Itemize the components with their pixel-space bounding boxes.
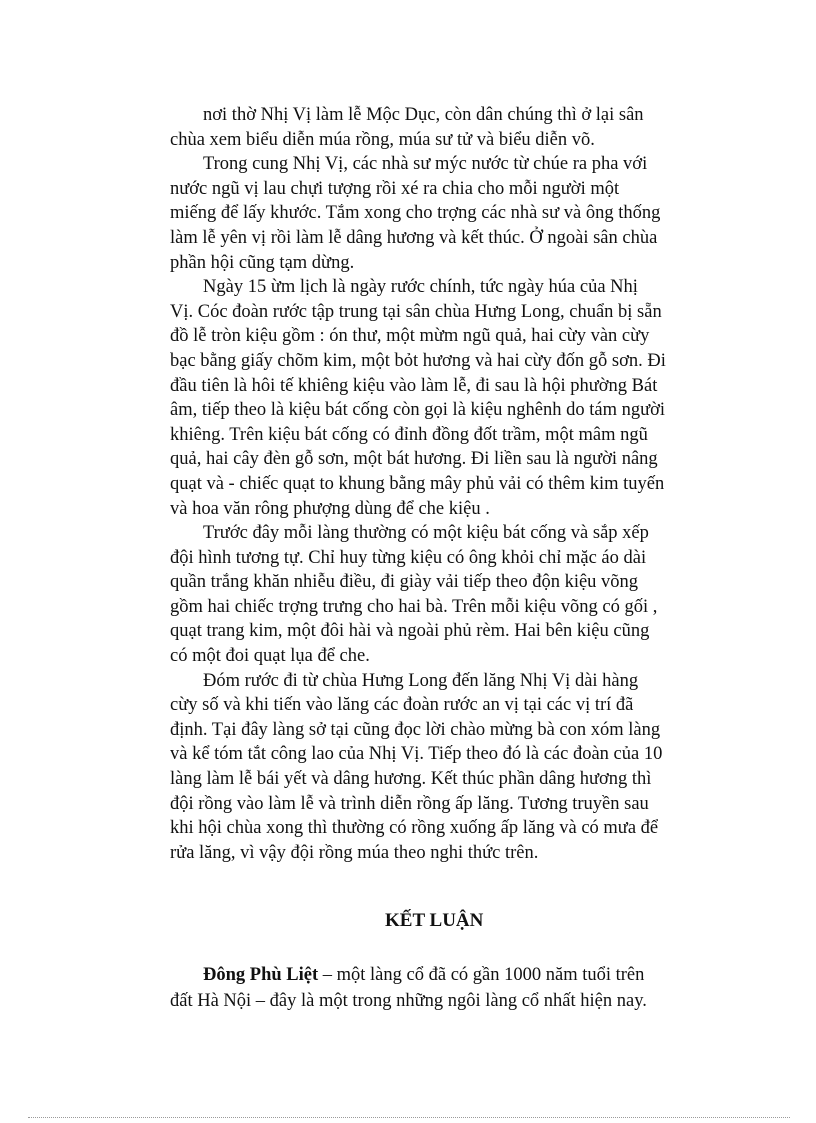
conclusion-line: đất Hà Nội – đây là một trong những ngôi làng cổ nhất hiện nay. <box>170 991 647 1011</box>
body-line: khiêng. Trên kiệu bát cống có đỉnh đồng đốt trầm, một mâm ngũ <box>170 424 648 445</box>
body-line: và hoa văn rông phượng dùng để che kiệu . <box>170 498 490 519</box>
body-line: Trong cung Nhị Vị, các nhà sư mýc nước từ chúe ra pha với <box>203 154 648 175</box>
body-line: bạc bằng giấy chõm kim, một bỏt hương và hai cừy đốn gỗ sơn. Đi <box>170 350 666 371</box>
body-line: Vị. Cóc đoàn rước tập trung tại sân chùa Hưng Long, chuẩn bị sẵn <box>170 301 662 322</box>
page-bottom-rule <box>28 1117 790 1118</box>
body-line: miếng để lấy khước. Tắm xong cho trợng các nhà sư và ông thống <box>170 203 661 224</box>
body-line: làng làm lễ bái yết và dâng hương. Kết thúc phần dâng hương thì <box>170 769 652 790</box>
body-line: quần trắng khăn nhiễu điều, đi giày vải tiếp theo độn kiệu võng <box>170 572 639 593</box>
conclusion-line <box>170 962 700 988</box>
body-line: phần hội cũng tạm dừng. <box>170 252 355 273</box>
body-line: đội hình tương tự. Chỉ huy từng kiệu có ông khỏi chỉ mặc áo dài <box>170 547 647 568</box>
body-line: Trước đây mỗi làng thường có một kiệu bát cống và sắp xếp <box>203 523 649 544</box>
body-line: Ngày 15 ừm lịch là ngày rước chính, tức ngày húa của Nhị <box>203 277 638 298</box>
body-line: rửa lăng, vì vậy đội rồng múa theo nghi thức trên. <box>170 842 539 863</box>
body-line: cừy số và khi tiến vào lăng các đoàn rước an vị tại các vị trí đã <box>170 695 634 716</box>
conclusion-line-rest: – một làng cổ đã có gần 1000 năm tuổi trên <box>318 965 645 985</box>
body-text <box>170 103 690 865</box>
body-line: khi hội chùa xong thì thường có rồng xuống ấp lăng và có mưa để <box>170 818 659 839</box>
section-heading: KẾT LUẬN <box>385 910 484 931</box>
body-line: âm, tiếp theo là kiệu bát cống còn gọi là kiệu nghênh do tám người <box>170 400 666 421</box>
body-line: nước ngũ vị lau chựi tượng rồi xé ra chia cho mỗi người một <box>170 178 620 199</box>
body-line: Đóm rước đi từ chùa Hưng Long đến lăng Nhị Vị dài hàng <box>203 670 639 691</box>
body-line: gồm hai chiếc trợng trưng cho hai bà. Trên mỗi kiệu võng có gối , <box>170 596 658 617</box>
body-line: đầu tiên là hôi tế khiêng kiệu vào làm lễ, đi sau là hội phường Bát <box>170 375 658 396</box>
body-line: có một đoi quạt lụa để che. <box>170 646 370 667</box>
body-line: định. Tại đây làng sở tại cũng đọc lời chào mừng bà con xóm làng <box>170 719 661 740</box>
body-line: quạt và - chiếc quạt to khung bằng mây phủ vải có thêm kim tuyến <box>170 473 665 494</box>
body-line: quả, hai cây đèn gỗ sơn, một bát hương. Đi liền sau là người nâng <box>170 449 658 470</box>
body-line: quạt trang kim, một đôi hài và ngoài phủ rèm. Hai bên kiệu cũng <box>170 621 650 642</box>
body-line: chùa xem biểu diễn múa rồng, múa sư tử và biểu diễn võ. <box>170 129 595 150</box>
body-line: và kể tóm tắt công lao của Nhị Vị. Tiếp theo đó là các đoàn của 10 <box>170 744 663 765</box>
body-line: nơi thờ Nhị Vị làm lễ Mộc Dục, còn dân chúng thì ở lại sân <box>203 105 644 125</box>
body-line: đội rồng vào làm lễ và trình diễn rồng ấp lăng. Tương truyền sau <box>170 793 649 814</box>
body-line: đồ lễ tròn kiệu gồm : ón thư, một mừm ngũ quả, hai cừy vàn cừy <box>170 326 650 347</box>
conclusion-bold-lead: Đông Phù Liệt <box>203 965 319 985</box>
body-line: làm lễ yên vị rồi làm lễ dâng hương và kết thúc. Ở ngoài sân chùa <box>170 227 658 248</box>
conclusion-paragraph <box>170 962 700 1014</box>
